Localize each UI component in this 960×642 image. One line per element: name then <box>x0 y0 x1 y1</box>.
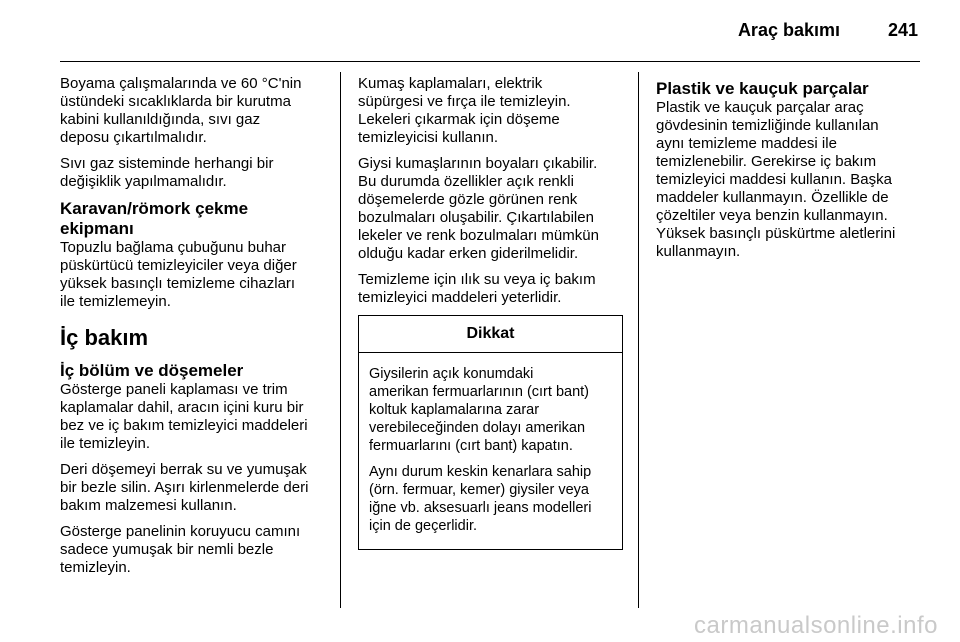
paragraph: Giysilerin açık konumdaki amerikan fermuarlarının (cırt bant) koltuk kaplamalarına zarar verebileceğinden dolayı amerikan fermuarlarını (cırt bant) kapatın. <box>369 366 589 454</box>
section-title: İç bakım <box>60 325 149 350</box>
column-left <box>60 75 332 585</box>
column-divider <box>638 72 639 608</box>
page-number: 241 <box>887 20 918 40</box>
page-header <box>0 18 960 48</box>
paragraph: Temizleme için ılık su veya iç bakım temizleyici maddeleri yeterlidir. <box>358 271 596 306</box>
subsection-heading: İç bölüm ve döşemeler <box>60 361 244 380</box>
paragraph: Giysi kumaşlarının boyaları çıkabilir. Bu durumda özellikler açık renkli döşemelerde gözle görünen renk bozulmaları oluşabilir. Çıkartılabilen lekeler ve renk bozulmaları mümkün olduğu kadar erken giderilmelidir. <box>358 155 599 262</box>
caution-title: Dikkat <box>359 316 622 353</box>
caution-box <box>358 315 623 550</box>
column-right <box>656 75 921 269</box>
paragraph: Kumaş kaplamaları, elektrik süpürgesi ve fırça ile temizleyin. Lekeleri çıkarmak için döşeme temizleyicisi kullanın. <box>358 75 571 146</box>
paragraph: Sıvı gaz sisteminde herhangi bir değişiklik yapılmamalıdır. <box>60 155 274 190</box>
paragraph: Gösterge paneli kaplaması ve trim kaplamalar dahil, aracın içini kuru bir bez ve iç bakım temizleyici maddeleri ile temizleyin. <box>60 381 308 452</box>
subsection-heading: Karavan/römork çekme ekipmanı <box>60 199 249 238</box>
paragraph: Aynı durum keskin kenarlara sahip (örn. fermuar, kemer) giysiler veya iğne vb. aksesuarlı jeans modelleri için de geçerlidir. <box>369 464 592 534</box>
paragraph: Gösterge panelinin koruyucu camını sadece yumuşak bir nemli bezle temizleyin. <box>60 523 301 576</box>
subsection-heading: Plastik ve kauçuk parçalar <box>656 79 869 98</box>
watermark: carmanualsonline.info <box>694 612 938 639</box>
paragraph: Boyama çalışmalarında ve 60 °C'nin üstündeki sıcaklıklarda bir kurutma kabini kullanıldığında, sıvı gaz deposu çıkartılmalıdır. <box>60 75 302 146</box>
header-divider <box>60 61 920 62</box>
paragraph: Topuzlu bağlama çubuğunu buhar püskürtücü temizleyiciler veya diğer yüksek basınçlı temizleme cihazları ile temizlemeyin. <box>60 239 297 310</box>
caution-body <box>359 353 622 549</box>
paragraph: Deri döşemeyi berrak su ve yumuşak bir bezle silin. Aşırı kirlenmelerde deri bakım malzemesi kullanın. <box>60 461 309 514</box>
paragraph: Plastik ve kauçuk parçalar araç gövdesinin temizliğinde kullanılan aynı temizleme maddesi ile temizlenebilir. Gerekirse iç bakım temizleyici maddesi kullanın. Başka maddeler kullanmayın. Özellikle de çözeltiler veya benzin kullanmayın. Yüksek basınçlı püskürtme aletlerini kullanmayın. <box>656 99 896 260</box>
chapter-title: Araç bakımı <box>737 20 840 40</box>
column-middle <box>358 75 623 550</box>
column-divider <box>340 72 341 608</box>
